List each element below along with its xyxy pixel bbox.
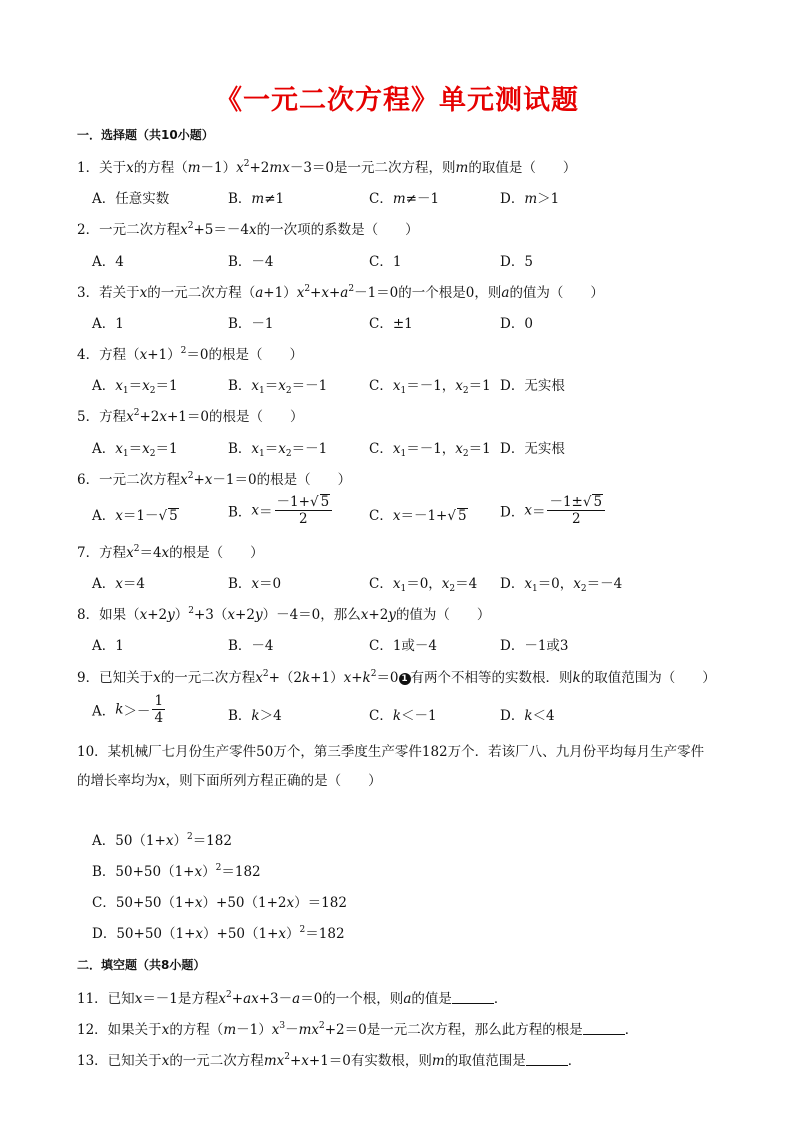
answer-blank[interactable] [452,991,494,1004]
q2-option-a: A．4 [92,254,124,270]
question-10: 10．某机械厂七月份生产零件50万个，第三季度生产零件182万个．若该厂八、九月份平均每月生产零件的增长率均为x，则下面所列方程正确的是（ ） [77,744,705,789]
q10-option-c: C．50+50（1+x）+50（1+2x）＝182 [92,895,347,911]
q5-option-d: D．无实根 [500,441,565,457]
q9-option-b: B．k＞4 [228,708,282,724]
q3-option-c: C．±1 [369,316,413,332]
section-heading-choice: 一．选择题（共10小题） [77,128,214,142]
question-1: 1．关于x的方程$(m-1)x^2+2mx-3=0$是一元二次方程，则m的取值是（ ） [77,159,577,176]
q4-option-c: C．$x_1=-1$，$x_2=1$ [369,378,491,396]
q6-option-c: C．x＝－1+√ 5 [369,508,467,524]
q7-option-c: C．$x_1=0$，$x_2=4$ [369,576,478,594]
q1-option-a: A．任意实数 [92,191,170,207]
q5-option-a: A．$x_1=x_2=1$ [92,441,178,459]
q8-option-b: B．－4 [228,638,274,654]
q9-option-c: C．k＜－1 [369,708,437,724]
section-heading-fill: 二．填空题（共8小题） [77,958,206,972]
q3-option-d: D．0 [500,316,533,332]
q6-option-a: A．x＝1－√ 5 [92,508,178,524]
q3-option-a: A．1 [92,316,124,332]
page-title: 《一元二次方程》单元测试题 [215,85,579,116]
q5-option-b: B．$x_1=x_2=-1$ [228,441,328,459]
circled-number-icon: 1 [399,673,411,685]
q2-option-d: D．5 [500,254,533,270]
q7-option-a: A．x＝4 [92,576,145,592]
question-2: 2．一元二次方程$x^2+5=-4x$的一次项的系数是（ ） [77,221,419,238]
answer-blank[interactable] [583,1022,625,1035]
q3-option-b: B．－1 [228,316,274,332]
q9-option-d: D．k＜4 [500,708,555,724]
question-13: 13．已知关于x的一元二次方程$mx^2+x+1=0$有实数根，则m的取值范围是 ． [77,1052,582,1069]
question-11: 11．已知x＝－1是方程$x^2+ax+3-a=0$的一个根，则a的值是 ． [77,990,508,1007]
q4-option-d: D．无实根 [500,378,565,394]
question-4: 4．方程$(x+1)^2=0$的根是（ ） [77,346,303,363]
q6-option-d: D．x＝ $\frac{-1\pm√ 5}{2}$ [500,494,607,527]
q10-option-d: D．$50+50(1+x)+50(1+x)^2=182$ [92,925,345,942]
q7-option-d: D．$x_1=0$，$x_2=-4$ [500,576,623,594]
q5-option-c: C．$x_1=-1$，$x_2=1$ [369,441,491,459]
q10-option-b: B．$50+50(1+x)^2=182$ [92,863,261,880]
q8-option-d: D．－1或3 [500,638,569,654]
question-8: 8．如果$(x+2y)^2+3(x+2y)-4=0$，那么x+2y的值为（ ） [77,606,491,623]
q2-option-b: B．－4 [228,254,274,270]
question-6: 6．一元二次方程$x^2+x-1=0$的根是（ ） [77,471,352,488]
q1-option-d: D．m＞1 [500,191,560,207]
question-9: 9．已知关于x的一元二次方程$x^2+(2k+1)x+k^2=0$ 1 有两个不相等的实数根．则k的取值范围为（ ） [77,669,716,686]
q7-option-b: B．x＝0 [228,576,282,592]
question-12: 12．如果关于x的方程$(m-1)x^3-mx^2+2=0$是一元二次方程，那么此方程的根是 ． [77,1021,639,1038]
q1-option-b: B．m≠1 [228,191,285,207]
question-7: 7．方程$x^2=4x$的根是（ ） [77,544,264,561]
q4-option-a: A．$x_1=x_2=1$ [92,378,178,396]
question-5: 5．方程$x^2+2x+1=0$的根是（ ） [77,408,304,425]
q1-option-c: C．m≠－1 [369,191,440,207]
q8-option-c: C．1或－4 [369,638,438,654]
question-3: 3．若关于x的一元二次方程$(a+1)x^2+x+a^2-1=0$的一个根是0，则a的值为（ ） [77,284,604,301]
q9-option-a: A．k＞－ $\frac{1}{4}$ [92,693,164,726]
q4-option-b: B．$x_1=x_2=-1$ [228,378,328,396]
answer-blank[interactable] [526,1053,568,1066]
q2-option-c: C．1 [369,254,402,270]
q10-option-a: A．$50(1+x)^2=182$ [92,832,232,849]
q6-option-b: B．x＝ $\frac{-1+√ 5}{2}$ [228,494,334,527]
q8-option-a: A．1 [92,638,124,654]
